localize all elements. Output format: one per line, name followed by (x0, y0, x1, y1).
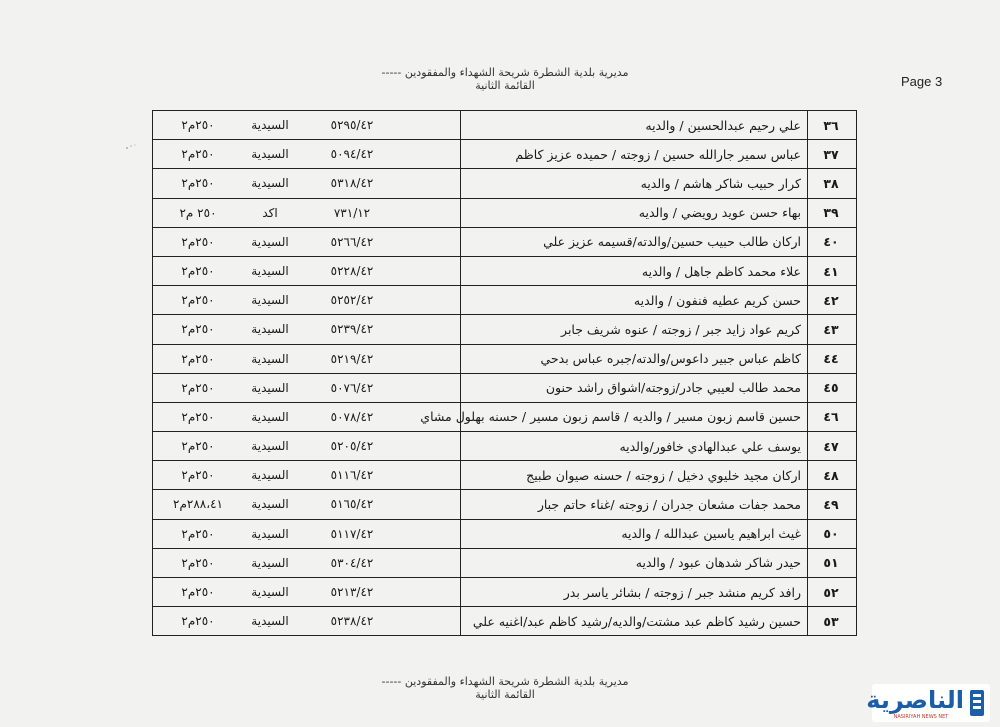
plot-details-cell (153, 490, 461, 518)
row-number: ٤٦ (823, 409, 839, 425)
plot-area: ٢٥٠م٢ (181, 234, 215, 249)
table-row (153, 199, 856, 228)
parcel-number: ٧٣١/١٢ (333, 205, 371, 220)
plot-details-cell (153, 607, 461, 635)
plot-details-cell (153, 403, 461, 431)
beneficiary-name: بهاء حسن عويد رويضي / والديه (461, 199, 808, 227)
beneficiary-name: حسين رشيد كاظم عبد مشتت/والديه/رشيد كاظم عبد/اغنيه علي (461, 607, 808, 635)
plot-area: ٢٥٠م٢ (181, 322, 215, 337)
plot-details-cell (153, 461, 461, 489)
row-number: ٤٨ (823, 467, 839, 483)
plot-area: ٢٥٠م٢ (181, 614, 215, 629)
zone-name: السيدية (251, 409, 289, 424)
row-number: ٣٩ (823, 205, 839, 221)
parcel-number: ٥٢١٣/٤٢ (330, 585, 374, 599)
page-number: Page 3 (901, 74, 943, 89)
beneficiary-name: غيث ابراهيم ياسين عبدالله / والديه (461, 520, 808, 548)
plot-details-cell (153, 228, 461, 256)
beneficiary-name: حسين قاسم زبون مسير / والديه / قاسم زبون مسير / حسنه بهلول مشاي (461, 403, 808, 431)
beneficiary-name: حسن كريم عطيه فنفون / والديه (461, 286, 808, 314)
row-number: ٤٣ (823, 321, 839, 337)
logo-emblem-icon (968, 688, 986, 718)
row-number: ٤٩ (823, 497, 839, 513)
parcel-number: ٥٠٩٤/٤٢ (330, 147, 374, 162)
parcel-number: ٥٢٠٥/٤٢ (330, 439, 374, 454)
row-number: ٤٠ (823, 234, 839, 250)
plot-area: ٢٥٠م٢ (181, 380, 215, 395)
row-number: ٥١ (823, 555, 839, 571)
beneficiary-name: يوسف علي عبدالهادي خافور/والديه (461, 432, 808, 460)
zone-name: السيدية (251, 118, 289, 132)
plot-details-cell (153, 578, 461, 606)
plot-details-cell (153, 345, 461, 373)
parcel-number: ٥١١٧/٤٢ (330, 526, 374, 541)
plot-area: ٢٥٠م٢ (181, 293, 215, 308)
plot-area: ٢٥٠م٢ (181, 526, 215, 541)
zone-name: السيدية (251, 526, 289, 541)
plot-details-cell (153, 199, 461, 227)
footer-title: مديرية بلدية الشطرة شريحة الشهداء والمفقودين -----القائمة الثانية (381, 675, 629, 701)
plot-area: ٢٨٨،٤١م٢ (173, 497, 223, 512)
beneficiary-name: اركان مجيد خليوي دخيل / زوجته / حسنه صيوان طبيج (461, 461, 808, 489)
table-row (153, 286, 856, 315)
parcel-number: ٥٣١٨/٤٢ (330, 176, 374, 191)
plot-area: ٢٥٠م٢ (181, 409, 215, 424)
parcel-number: ٥٢٦٦/٤٢ (330, 234, 374, 249)
plot-area: ٢٥٠م٢ (181, 118, 215, 132)
row-number: ٥٢ (823, 584, 839, 600)
plot-area: ٢٥٠م٢ (181, 585, 215, 599)
row-number: ٣٧ (823, 146, 839, 162)
plot-details-cell (153, 374, 461, 402)
plot-area: ٢٥٠م٢ (181, 468, 215, 483)
beneficiary-name: حيدر شاكر شدهان عبود / والديه (461, 549, 808, 577)
zone-name: السيدية (251, 176, 289, 191)
scan-speck-icon (124, 142, 138, 152)
beneficiary-name: كاظم عباس جبير داعوس/والدته/جبره عباس بدحي (461, 345, 808, 373)
plot-area: ٢٥٠م٢ (181, 555, 215, 570)
parcel-number: ٥١١٦/٤٢ (330, 468, 374, 483)
table-row (153, 140, 856, 169)
logo-text: الناصرية (866, 686, 964, 714)
beneficiary-name: اركان طالب حبيب حسين/والدته/قسيمه عزيز علي (461, 228, 808, 256)
beneficiary-name: عباس سمير جارالله حسين / زوجته / حميده عزيز كاظم (461, 140, 808, 168)
row-number: ٣٦ (823, 117, 839, 133)
table-row (153, 490, 856, 519)
plot-details-cell (153, 140, 461, 168)
header-title: مديرية بلدية الشطرة شريحة الشهداء والمفقودين -----القائمة الثانية (381, 66, 629, 92)
plot-details-cell (153, 432, 461, 460)
zone-name: السيدية (251, 351, 289, 366)
zone-name: السيدية (251, 293, 289, 308)
table-row (153, 374, 856, 403)
zone-name: السيدية (251, 468, 289, 483)
row-number: ٤١ (823, 263, 839, 279)
parcel-number: ٥٢٣٨/٤٢ (330, 614, 374, 629)
row-number: ٤٥ (823, 380, 839, 396)
plot-area: ٢٥٠ م٢ (179, 205, 217, 220)
table-row (153, 578, 856, 607)
zone-name: السيدية (251, 555, 289, 570)
zone-name: السيدية (251, 585, 289, 599)
parcel-number: ٥٢٣٩/٤٢ (330, 322, 374, 337)
row-number: ٣٨ (823, 175, 839, 191)
logo (866, 684, 990, 722)
parcel-number: ٥٢٢٨/٤٢ (330, 263, 374, 278)
plot-details-cell (153, 169, 461, 197)
table-row (153, 432, 856, 461)
parcel-number: ٥٢٥٢/٤٢ (330, 293, 374, 308)
table-row (153, 520, 856, 549)
plot-area: ٢٥٠م٢ (181, 147, 215, 162)
parcel-number: ٥٠٧٦/٤٢ (330, 380, 374, 395)
plot-area: ٢٥٠م٢ (181, 439, 215, 454)
row-number: ٥٣ (823, 613, 839, 629)
beneficiary-name: كريم عواد زايد جبر / زوجته / عنوه شريف جابر (461, 315, 808, 343)
beneficiary-name: رافد كريم منشد جبر / زوجته / بشائر ياسر بدر (461, 578, 808, 606)
table-row (153, 345, 856, 374)
parcel-number: ٥١٦٥/٤٢ (330, 497, 374, 512)
plot-details-cell (153, 315, 461, 343)
plot-area: ٢٥٠م٢ (181, 263, 215, 278)
row-number: ٤٤ (823, 351, 839, 367)
table-row (153, 607, 856, 636)
zone-name: السيدية (251, 380, 289, 395)
parcel-number: ٥٢١٩/٤٢ (330, 351, 374, 366)
beneficiary-name: علي رحيم عبدالحسين / والديه (461, 111, 808, 139)
beneficiary-name: محمد جفات مشعان جدران / زوجته /غناء حاتم جبار (461, 490, 808, 518)
table-row (153, 257, 856, 286)
beneficiary-name: كرار حبيب شاكر هاشم / والديه (461, 169, 808, 197)
table-row (153, 111, 856, 140)
zone-name: السيدية (251, 234, 289, 249)
zone-name: اكد (262, 205, 278, 220)
beneficiary-name: علاء محمد كاظم جاهل / والديه (461, 257, 808, 285)
zone-name: السيدية (251, 263, 289, 278)
logo-subtext: NASIRIYAH NEWS NET (893, 714, 949, 720)
plot-details-cell (153, 520, 461, 548)
table-row (153, 403, 856, 432)
plot-details-cell (153, 111, 461, 139)
table-row (153, 169, 856, 198)
plot-details-cell (153, 549, 461, 577)
plot-details-cell (153, 286, 461, 314)
row-number: ٤٢ (823, 292, 839, 308)
table-row (153, 315, 856, 344)
zone-name: السيدية (251, 614, 289, 629)
table-row (153, 228, 856, 257)
beneficiary-name: محمد طالب لعيبي جادر/زوجته/اشواق راشد حنون (461, 374, 808, 402)
parcel-number: ٥٣٠٤/٤٢ (330, 555, 374, 570)
zone-name: السيدية (251, 497, 289, 512)
plot-area: ٢٥٠م٢ (181, 351, 215, 366)
table-row (153, 461, 856, 490)
row-number: ٥٠ (823, 526, 839, 542)
parcel-number: ٥٠٧٨/٤٢ (330, 409, 374, 424)
zone-name: السيدية (251, 147, 289, 162)
plot-details-cell (153, 257, 461, 285)
plot-area: ٢٥٠م٢ (181, 176, 215, 191)
records-table (152, 110, 857, 636)
zone-name: السيدية (251, 322, 289, 337)
parcel-number: ٥٢٩٥/٤٢ (330, 118, 374, 132)
row-number: ٤٧ (823, 438, 839, 454)
table-row (153, 549, 856, 578)
zone-name: السيدية (251, 439, 289, 454)
